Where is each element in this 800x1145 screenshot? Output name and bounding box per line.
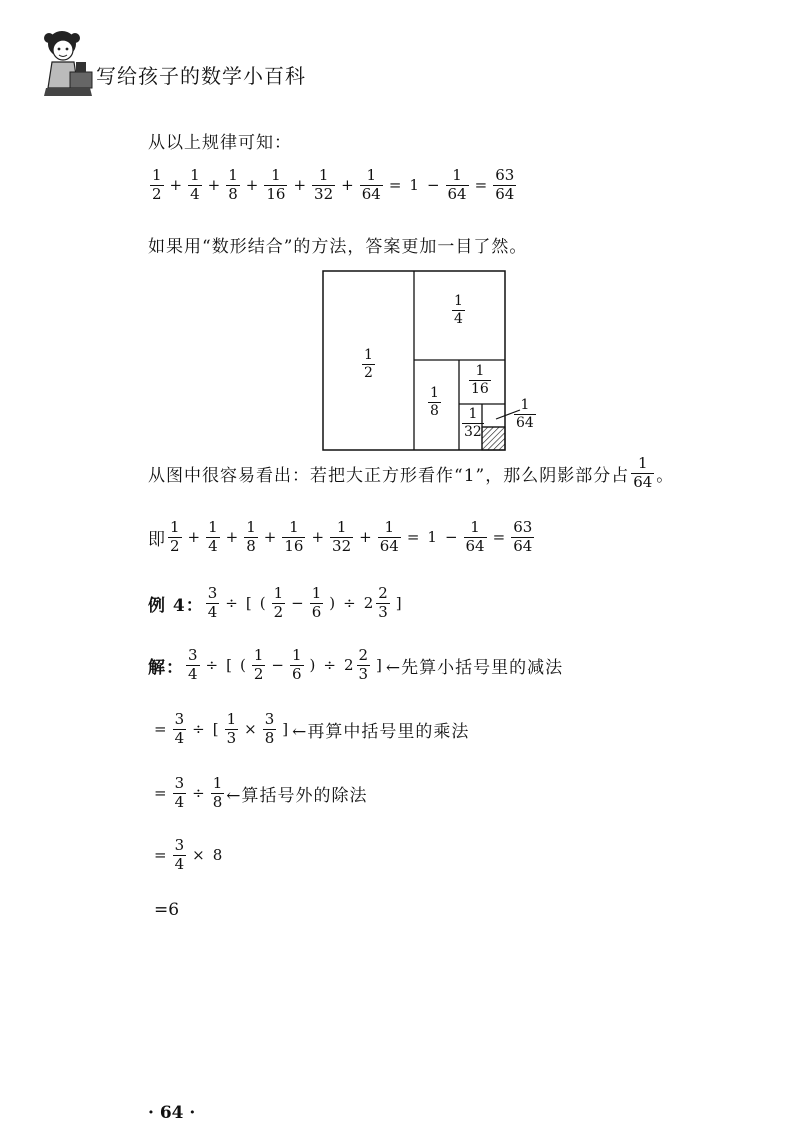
label-eighth: $\frac{1}{8}$ bbox=[430, 385, 439, 419]
fraction: $\frac{3}{4}$ bbox=[174, 710, 185, 747]
sum-equation-2: 即 $\frac{1}{2}$ + $\frac{1}{4}$ + $\frac{1}{8}$ + $\frac{1}{16}$ + $\frac{1}{32}$ + $\frac{1}{64}$ = 1 − $\frac{1}{64}$ = $\frac{63}{64}$ bbox=[148, 518, 533, 555]
fraction: $\frac{1}{8}$ bbox=[228, 166, 238, 203]
label-sixty-fourth: $\frac{1}{64}$ bbox=[516, 397, 534, 431]
label-thirty-second: $\frac{1}{32}$ bbox=[464, 406, 482, 440]
fraction: $\frac{1}{16}$ bbox=[284, 518, 304, 555]
figure-caption: 从图中很容易看出：若把大正方形看作“1”，那么阴影部分占 $\frac{1}{64}$ 。 bbox=[148, 454, 675, 491]
fraction: $\frac{1}{64}$ bbox=[361, 166, 381, 203]
shaded-region bbox=[482, 427, 505, 450]
sum-equation-1: $\frac{1}{2}$ + $\frac{1}{4}$ + $\frac{1}{8}$ + $\frac{1}{16}$ + $\frac{1}{32}$ + $\frac{1}{64}$ = 1 − $\frac{1}{64}$ = $\frac{63}{64}$ bbox=[152, 166, 515, 203]
fraction: $\frac{1}{64}$ bbox=[633, 454, 653, 491]
fraction: $\frac{1}{2}$ bbox=[253, 646, 264, 683]
fraction: $\frac{1}{8}$ bbox=[212, 774, 223, 811]
solution-label: 解： bbox=[148, 657, 184, 678]
square-partition-figure bbox=[322, 270, 542, 452]
fraction: $\frac{3}{8}$ bbox=[264, 710, 275, 747]
fraction: $\frac{3}{4}$ bbox=[174, 774, 185, 811]
fraction: $\frac{3}{4}$ bbox=[207, 584, 218, 621]
fraction: $\frac{1}{6}$ bbox=[311, 584, 322, 621]
square-partition-svg bbox=[322, 270, 542, 452]
solution-step-2: = $\frac{3}{4}$ ÷ [ $\frac{1}{3}$ × $\frac{3}{8}$ ] ←再算中括号里的乘法 bbox=[154, 710, 470, 747]
note-2: ←再算中括号里的乘法 bbox=[292, 721, 470, 742]
fraction: $\frac{1}{2}$ bbox=[170, 518, 180, 555]
solution-step-3: = $\frac{3}{4}$ ÷ $\frac{1}{8}$ ←算括号外的除法 bbox=[154, 774, 368, 811]
fraction: $\frac{1}{16}$ bbox=[266, 166, 286, 203]
page-number: · 64 · bbox=[148, 1103, 196, 1123]
solution-step-1: 解： $\frac{3}{4}$ ÷ [ ( $\frac{1}{2}$ − $\frac{1}{6}$ ) ÷ 2 $\frac{2}{3}$ ] ←先算小括号里的减法 bbox=[148, 646, 564, 683]
fraction: $\frac{2}{3}$ bbox=[358, 646, 369, 683]
fraction: $\frac{1}{64}$ bbox=[379, 518, 399, 555]
fraction: $\frac{1}{64}$ bbox=[465, 518, 485, 555]
fraction: $\frac{1}{2}$ bbox=[152, 166, 162, 203]
fraction: $\frac{1}{2}$ bbox=[273, 584, 284, 621]
label-sixteenth: $\frac{1}{16}$ bbox=[471, 363, 489, 397]
fraction: $\frac{63}{64}$ bbox=[513, 518, 533, 555]
fraction: $\frac{1}{32}$ bbox=[314, 166, 334, 203]
example-label: 例 4： bbox=[148, 595, 204, 616]
fraction: $\frac{1}{64}$ bbox=[447, 166, 467, 203]
fraction: $\frac{1}{8}$ bbox=[246, 518, 256, 555]
solution-result: =6 bbox=[154, 900, 180, 920]
fraction: $\frac{1}{4}$ bbox=[190, 166, 200, 203]
girl-reading-illustration bbox=[40, 22, 100, 102]
fraction: $\frac{1}{3}$ bbox=[226, 710, 237, 747]
fraction: $\frac{1}{4}$ bbox=[208, 518, 218, 555]
fraction: $\frac{3}{4}$ bbox=[188, 646, 198, 683]
method-text: 如果用“数形结合”的方法，答案更加一目了然。 bbox=[148, 237, 528, 257]
book-title: 写给孩子的数学小百科 bbox=[96, 64, 306, 88]
fraction: $\frac{1}{32}$ bbox=[332, 518, 352, 555]
solution-step-4: = $\frac{3}{4}$ × 8 bbox=[154, 836, 223, 873]
fraction: $\frac{1}{6}$ bbox=[291, 646, 302, 683]
header-mascot-girl bbox=[40, 22, 100, 102]
note-1: ←先算小括号里的减法 bbox=[385, 657, 564, 678]
note-3: ←算括号外的除法 bbox=[226, 785, 368, 806]
fraction: $\frac{3}{4}$ bbox=[174, 836, 185, 873]
label-quarter: $\frac{1}{4}$ bbox=[454, 293, 463, 327]
fraction: $\frac{2}{3}$ bbox=[378, 584, 388, 621]
example-4-problem: 例 4： $\frac{3}{4}$ ÷ [ ( $\frac{1}{2}$ − $\frac{1}{6}$ ) ÷ 2 $\frac{2}{3}$ ] bbox=[148, 584, 402, 621]
intro-text: 从以上规律可知： bbox=[148, 133, 292, 153]
fraction: $\frac{63}{64}$ bbox=[495, 166, 515, 203]
label-half: $\frac{1}{2}$ bbox=[364, 347, 373, 381]
